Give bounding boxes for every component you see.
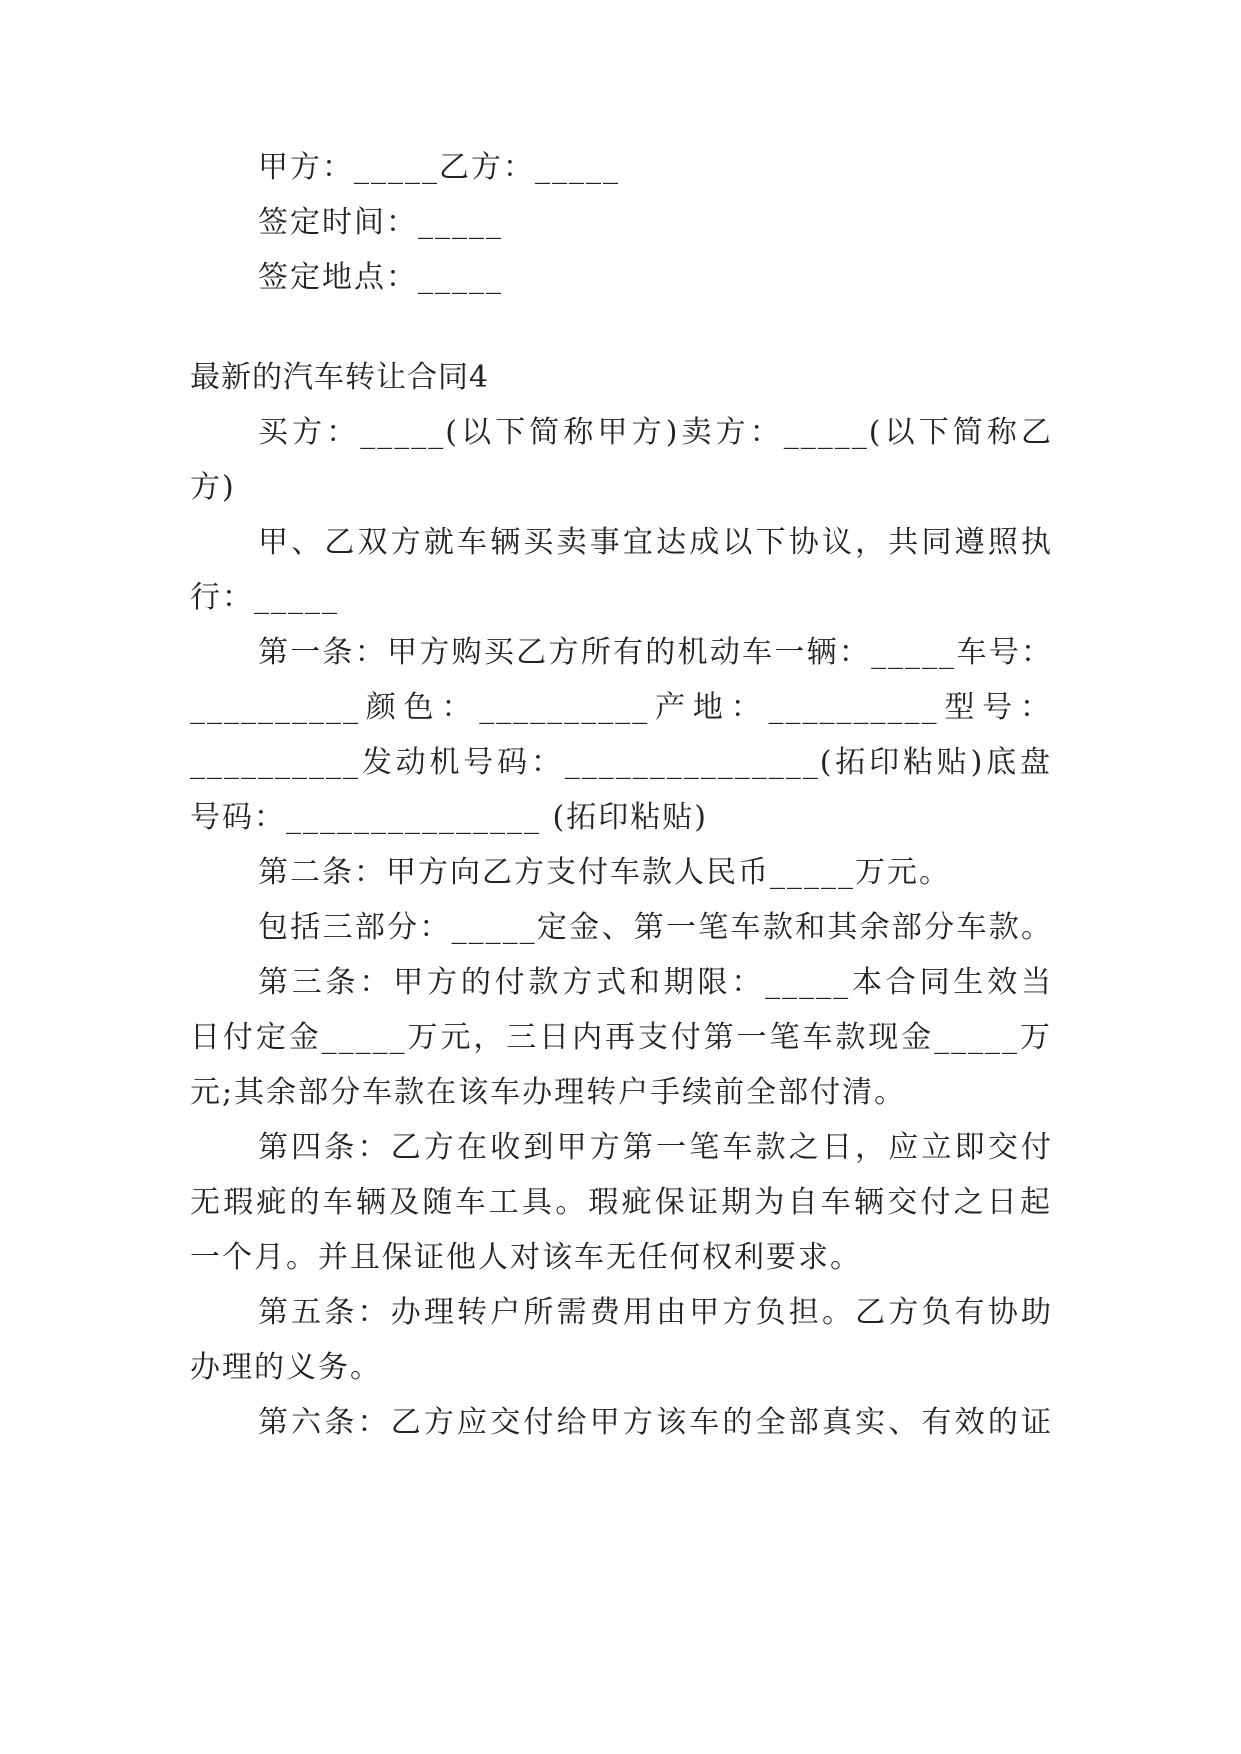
paragraph-line: 元;其余部分车款在该车办理转户手续前全部付清。 bbox=[190, 1075, 907, 1110]
paragraph-line: 一个月。并且保证他人对该车无任何权利要求。 bbox=[190, 1240, 862, 1275]
paragraph-line: 行：_____ bbox=[190, 580, 339, 615]
paragraph-line: __________发动机号码：_______________(拓印粘贴)底盘 bbox=[190, 745, 1052, 780]
paragraph-line: 第一条：甲方购买乙方所有的机动车一辆：_____车号： bbox=[258, 635, 1053, 670]
paragraph-line: 号码：_______________ (拓印粘贴) bbox=[190, 800, 708, 835]
paragraph-line: 第三条：甲方的付款方式和期限：_____本合同生效当 bbox=[258, 965, 1053, 1000]
paragraph-line: 第六条：乙方应交付给甲方该车的全部真实、有效的证 bbox=[258, 1405, 1053, 1440]
paragraph-line: 无瑕疵的车辆及随车工具。瑕疵保证期为自车辆交付之日起 bbox=[190, 1185, 1052, 1220]
paragraph-line: 第五条：办理转户所需费用由甲方负担。乙方负有协助 bbox=[258, 1295, 1053, 1330]
signature-date: 签定时间：_____ bbox=[258, 205, 503, 240]
contract-title: 最新的汽车转让合同4 bbox=[190, 360, 490, 395]
paragraph-line: 第二条：甲方向乙方支付车款人民币_____万元。 bbox=[258, 855, 951, 890]
signature-place: 签定地点：_____ bbox=[258, 260, 503, 295]
paragraph-line: 买方：_____(以下简称甲方)卖方：_____(以下简称乙 bbox=[258, 415, 1053, 450]
paragraph-line: __________颜色：__________产地：__________型号： bbox=[190, 690, 1052, 725]
paragraph-line: 办理的义务。 bbox=[190, 1350, 382, 1385]
paragraph-line: 包括三部分：_____定金、第一笔车款和其余部分车款。 bbox=[258, 910, 1053, 945]
paragraph-line: 甲、乙双方就车辆买卖事宜达成以下协议，共同遵照执 bbox=[258, 525, 1053, 560]
signature-parties: 甲方：_____乙方：_____ bbox=[258, 150, 620, 185]
paragraph-line: 第四条：乙方在收到甲方第一笔车款之日，应立即交付 bbox=[258, 1130, 1053, 1165]
paragraph-line: 日付定金_____万元，三日内再支付第一笔车款现金_____万 bbox=[190, 1020, 1052, 1055]
paragraph-line: 方) bbox=[190, 470, 236, 505]
